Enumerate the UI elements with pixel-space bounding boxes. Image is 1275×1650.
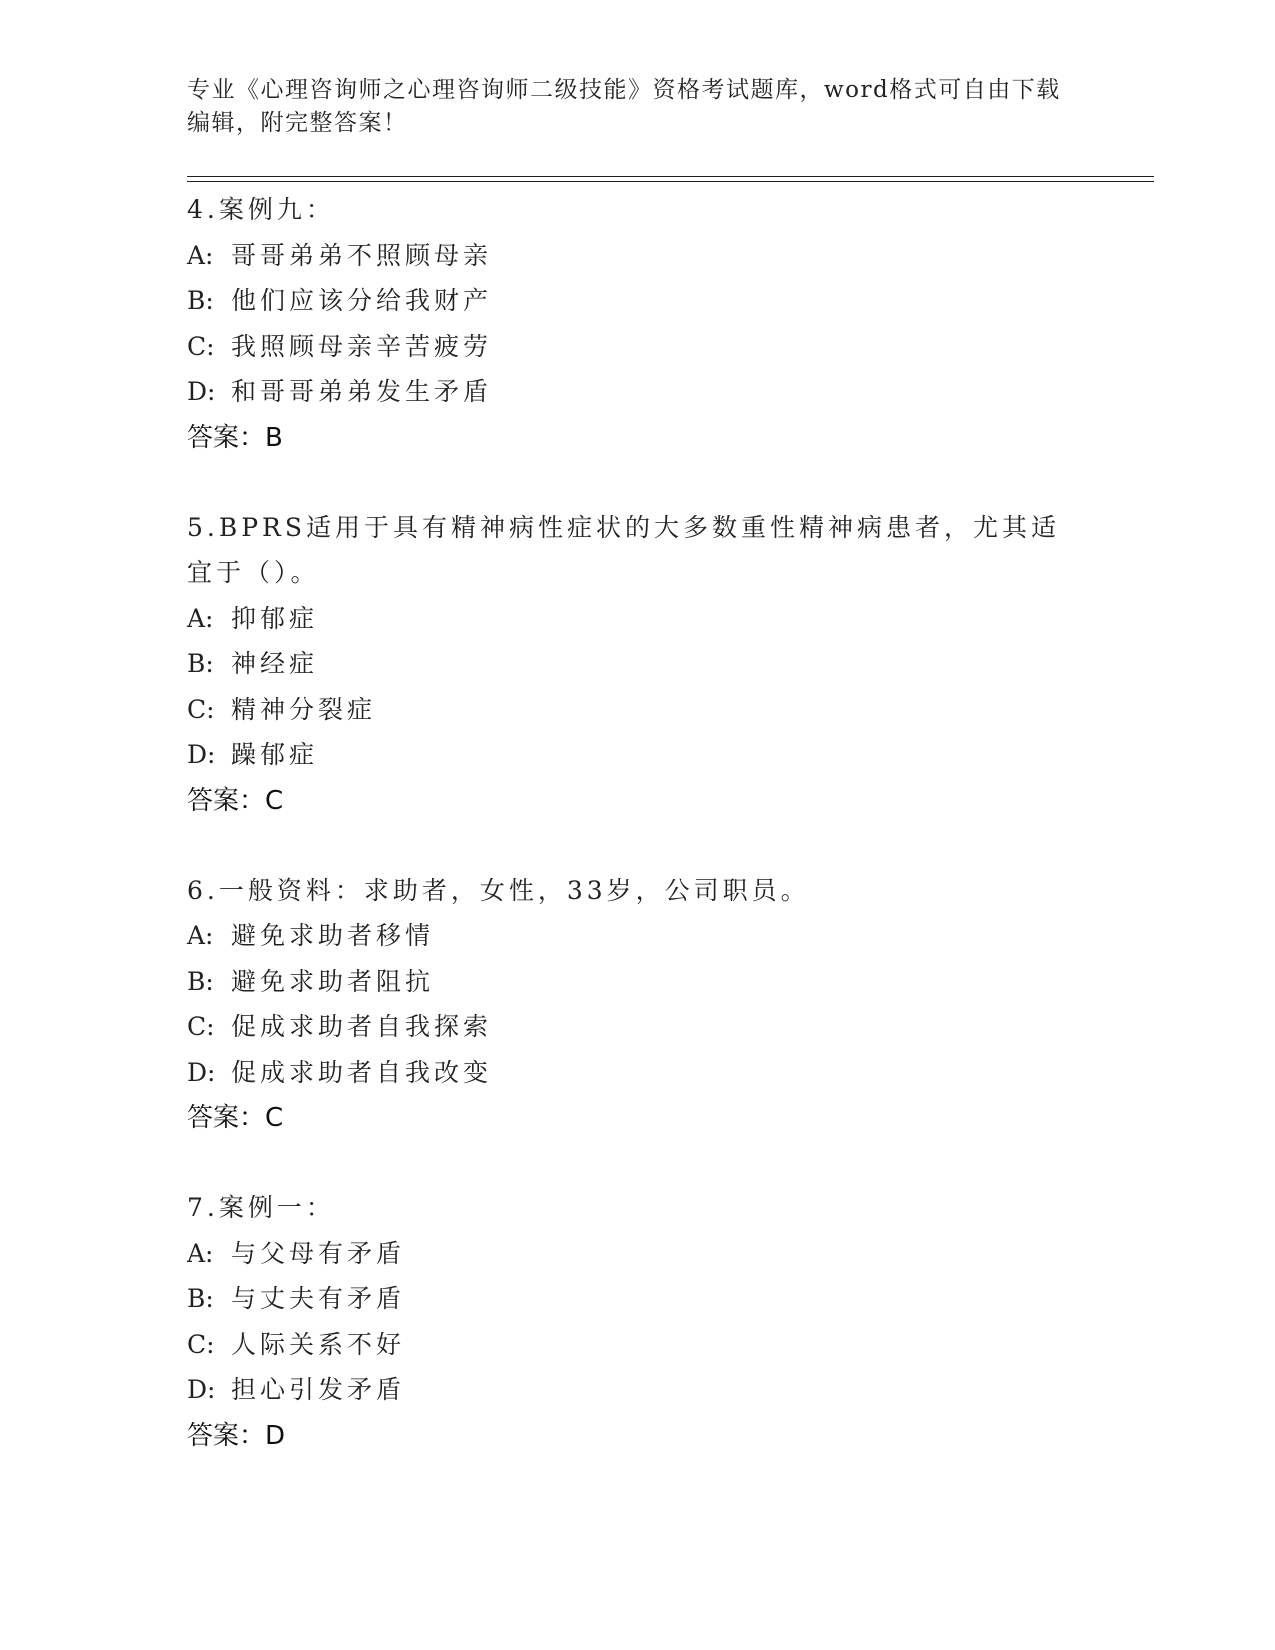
option-text: 人际关系不好 bbox=[231, 1329, 406, 1359]
answer-value: C bbox=[265, 785, 284, 816]
option-letter: B: bbox=[187, 286, 214, 315]
option-text: 与丈夫有矛盾 bbox=[231, 1284, 406, 1313]
answer-line bbox=[187, 415, 1067, 461]
option-letter: C: bbox=[187, 1012, 215, 1041]
question-list bbox=[187, 187, 1067, 1503]
question-4 bbox=[187, 187, 1067, 461]
option-a bbox=[187, 233, 1067, 279]
option-text: 精神分裂症 bbox=[231, 694, 377, 724]
option-a bbox=[187, 913, 1067, 959]
option-text: 抑郁症 bbox=[231, 603, 319, 633]
question-6 bbox=[187, 868, 1067, 1142]
option-a bbox=[187, 1231, 1067, 1277]
option-letter: A: bbox=[187, 240, 214, 270]
option-letter: A: bbox=[187, 921, 214, 950]
option-letter: C: bbox=[187, 694, 215, 724]
question-5 bbox=[187, 505, 1067, 824]
question-stem: 6.一般资料：求助者，女性，33岁，公司职员。 bbox=[187, 875, 810, 905]
answer-label: 答案： bbox=[187, 1420, 266, 1451]
option-text: 神经症 bbox=[231, 649, 319, 678]
option-text: 担心引发矛盾 bbox=[231, 1375, 406, 1404]
option-letter: B: bbox=[187, 649, 214, 678]
option-letter: D: bbox=[187, 1057, 216, 1087]
option-d bbox=[187, 1050, 1067, 1096]
option-letter: A: bbox=[187, 1238, 214, 1268]
option-b bbox=[187, 278, 1067, 324]
answer-label: 答案： bbox=[187, 1103, 266, 1133]
option-letter: B: bbox=[187, 1284, 214, 1313]
option-text: 避免求助者移情 bbox=[231, 921, 435, 950]
option-text: 促成求助者自我改变 bbox=[231, 1057, 493, 1087]
answer-line bbox=[187, 778, 1067, 824]
option-letter: B: bbox=[187, 966, 214, 996]
header-rule-bottom bbox=[187, 181, 1154, 182]
option-text: 躁郁症 bbox=[231, 740, 319, 769]
option-d bbox=[187, 1367, 1067, 1413]
answer-value: D bbox=[265, 1420, 286, 1451]
option-b bbox=[187, 641, 1067, 687]
option-c bbox=[187, 1004, 1067, 1050]
document-header: 专业《心理咨询师之心理咨询师二级技能》资格考试题库，word格式可自由下载编辑，附完整答案！ bbox=[187, 77, 1061, 136]
option-text: 和哥哥弟弟发生矛盾 bbox=[231, 377, 493, 406]
option-b bbox=[187, 959, 1067, 1005]
option-letter: D: bbox=[187, 1375, 216, 1404]
option-c bbox=[187, 324, 1067, 370]
option-d bbox=[187, 369, 1067, 415]
option-text: 我照顾母亲辛苦疲劳 bbox=[231, 331, 493, 361]
option-letter: D: bbox=[187, 740, 216, 769]
option-text: 促成求助者自我探索 bbox=[231, 1012, 493, 1041]
option-d bbox=[187, 732, 1067, 778]
question-stem: 4.案例九： bbox=[187, 195, 335, 224]
option-text: 他们应该分给我财产 bbox=[231, 286, 493, 315]
option-letter: C: bbox=[187, 331, 215, 361]
option-c bbox=[187, 687, 1067, 733]
answer-line bbox=[187, 1095, 1067, 1141]
option-letter: A: bbox=[187, 603, 214, 633]
option-b bbox=[187, 1276, 1067, 1322]
question-7 bbox=[187, 1185, 1067, 1459]
question-stem: 7.案例一： bbox=[187, 1193, 335, 1222]
option-text: 与父母有矛盾 bbox=[231, 1238, 406, 1268]
option-c bbox=[187, 1322, 1067, 1368]
answer-label: 答案： bbox=[187, 422, 266, 453]
answer-value: B bbox=[265, 422, 283, 453]
header-rule-top bbox=[187, 176, 1154, 177]
option-letter: C: bbox=[187, 1329, 215, 1359]
answer-value: C bbox=[265, 1103, 284, 1133]
option-a bbox=[187, 596, 1067, 642]
answer-line bbox=[187, 1413, 1067, 1459]
option-letter: D: bbox=[187, 377, 216, 406]
question-stem: 5.BPRS适用于具有精神病性症状的大多数重性精神病患者，尤其适宜于（）。 bbox=[187, 512, 1060, 587]
option-text: 避免求助者阻抗 bbox=[231, 966, 435, 996]
answer-label: 答案： bbox=[187, 785, 266, 816]
option-text: 哥哥弟弟不照顾母亲 bbox=[231, 240, 493, 270]
